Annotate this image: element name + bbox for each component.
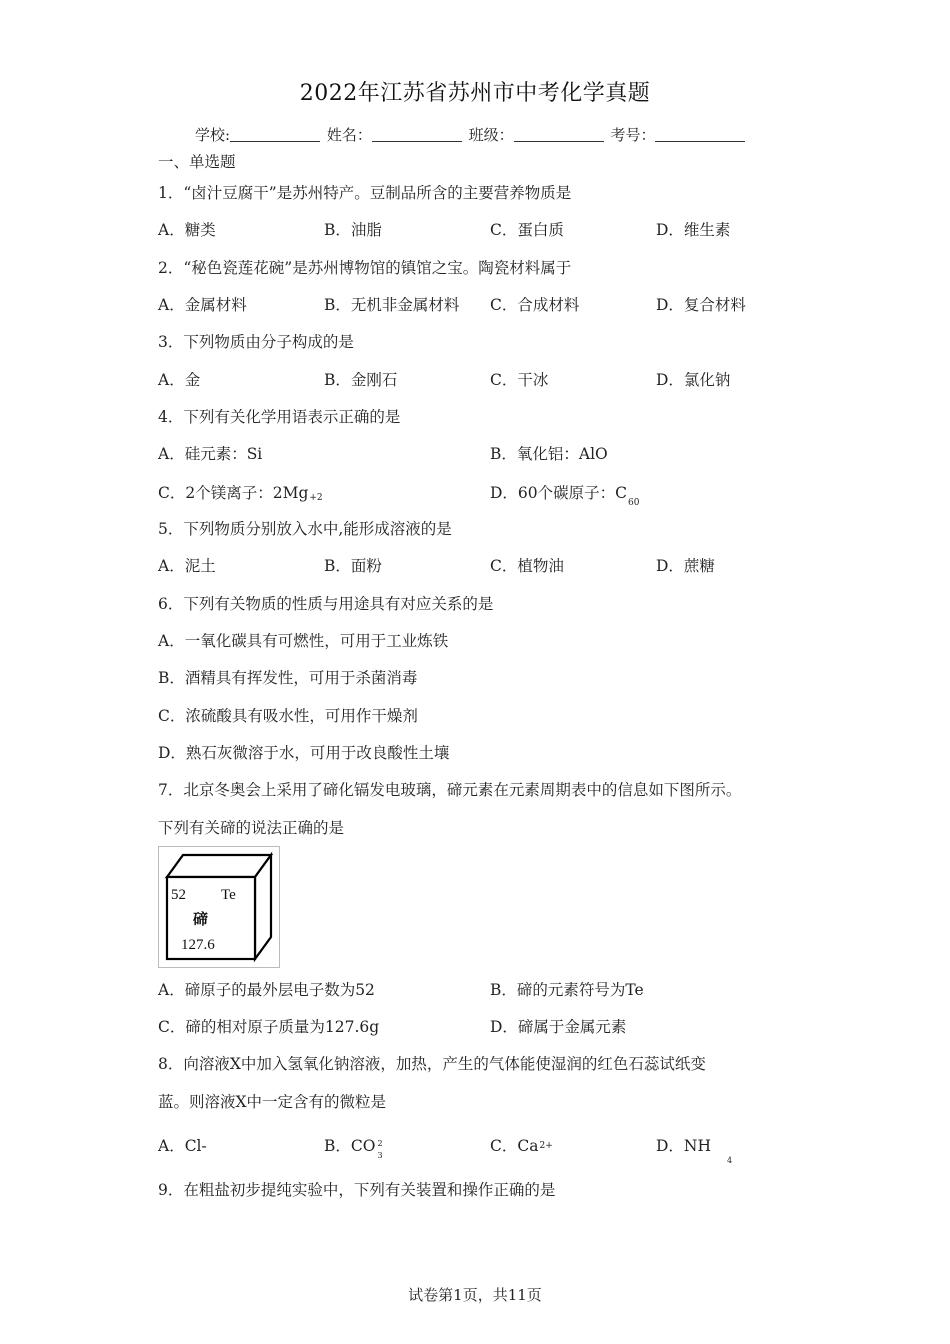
class-label: 班级： [468,126,514,144]
option-d[interactable] [490,481,639,508]
option-c[interactable]: C．干冰 [490,371,549,389]
page-footer: 试卷第1页，共11页 [408,1286,542,1304]
question-stem: 5．下列物质分别放入水中,能形成溶液的是 [158,520,452,538]
question-stem: 6．下列有关物质的性质与用途具有对应关系的是 [158,595,494,613]
option-b[interactable]: B．氧化铝：AlO [490,445,608,463]
question-stem: 2．“秘色瓷莲花碗”是苏州博物馆的镇馆之宝。陶瓷材料属于 [158,259,572,277]
option-b[interactable]: B．酒精具有挥发性，可用于杀菌消毒 [158,669,418,687]
option-b[interactable]: B．碲的元素符号为Te [490,981,644,999]
option-a[interactable]: A．碲原子的最外层电子数为52 [158,981,375,999]
question-stem: 8．向溶液X中加入氢氧化钠溶液，加热，产生的气体能使湿润的红色石蕊试纸变 [158,1055,706,1073]
student-info-row [195,124,747,145]
option-c[interactable]: C．植物油 [490,557,564,575]
option-d[interactable]: D．碲属于金属元素 [490,1018,627,1036]
option-c[interactable]: C．浓硫酸具有吸水性，可用作干燥剂 [158,707,418,725]
option-b[interactable]: B．面粉 [324,557,382,575]
question-stem: 3．下列物质由分子构成的是 [158,333,354,351]
option-b-text: B．CO [324,1137,376,1155]
option-a[interactable]: A．糖类 [158,221,216,239]
option-d[interactable] [656,1134,733,1165]
ion-scripts [375,1139,385,1160]
charge-superscript: 2+ [539,1141,553,1151]
option-d[interactable]: D．氯化钠 [656,371,731,389]
number-field[interactable] [655,127,745,142]
exam-title: 2022年江苏省苏州市中考化学真题 [299,81,651,106]
option-a[interactable]: A．硅元素：Si [158,445,263,463]
question-stem: 7．北京冬奥会上采用了碲化镉发电玻璃，碲元素在元素周期表中的信息如下图所示。 [158,781,742,799]
option-c[interactable] [490,1134,553,1156]
count-subscript: 60 [628,498,640,508]
question-stem: 9．在粗盐初步提纯实验中，下列有关装置和操作正确的是 [158,1181,556,1199]
question-stem: 4．下列有关化学用语表示正确的是 [158,408,401,426]
name-label: 姓名： [326,126,372,144]
option-d-text: D．NH [656,1137,712,1155]
count-subscript: 4 [727,1156,733,1165]
option-d-text: D．60个碳原子：C [490,484,628,502]
option-b[interactable]: B．油脂 [324,221,382,239]
option-d[interactable]: D．复合材料 [656,296,746,314]
charge-superscript: 2 [377,1139,383,1148]
option-c[interactable]: C．碲的相对原子质量为127.6g [158,1018,380,1036]
class-field[interactable] [514,127,604,142]
question-stem: 1．“卤汁豆腐干”是苏州特产。豆制品所含的主要营养物质是 [158,184,572,202]
question-stem-continued: 下列有关碲的说法正确的是 [158,819,345,837]
atomic-number: 52 [171,887,186,903]
option-b[interactable]: B．金刚石 [324,371,398,389]
option-d[interactable]: D．蔗糖 [656,557,715,575]
charge-superscript: +2 [309,493,323,503]
option-a[interactable]: A．泥土 [158,557,216,575]
option-b[interactable]: B．无机非金属材料 [324,296,460,314]
option-c[interactable] [158,481,323,503]
option-c[interactable]: C．合成材料 [490,296,580,314]
option-c[interactable]: C．蛋白质 [490,221,564,239]
number-label: 考号： [610,126,656,144]
school-label: 学校: [195,126,231,144]
option-a[interactable]: A．一氧化碳具有可燃性，可用于工业炼铁 [158,632,449,650]
element-name: 碲 [193,910,209,928]
option-a[interactable]: A．金属材料 [158,296,247,314]
periodic-table-cell-figure [158,846,280,968]
count-subscript: 3 [377,1151,383,1160]
option-c-text: C．2个镁离子：2Mg [158,484,309,502]
option-d[interactable]: D．熟石灰微溶于水，可用于改良酸性土壤 [158,744,450,762]
name-field[interactable] [372,127,462,142]
option-a[interactable]: A．Cl- [158,1137,207,1155]
atomic-mass: 127.6 [181,937,215,953]
school-field[interactable] [230,127,320,142]
element-symbol: Te [221,887,236,903]
question-stem-continued: 蓝。则溶液X中一定含有的微粒是 [158,1093,387,1111]
tellurium-cube-graphic [159,847,279,967]
option-c-text: C．Ca [490,1137,539,1155]
section-heading: 一、单选题 [158,153,236,171]
option-d[interactable]: D．维生素 [656,221,731,239]
option-a[interactable]: A．金 [158,371,201,389]
option-b[interactable] [324,1134,385,1160]
